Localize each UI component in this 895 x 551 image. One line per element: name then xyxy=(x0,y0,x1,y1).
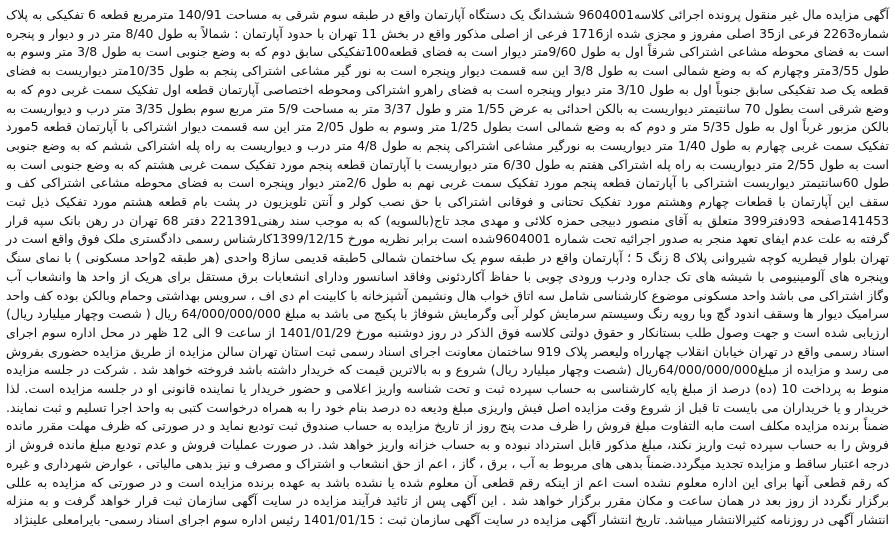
notice-body-text: آگهی مزایده مال غیر منقول پرونده اجرائی کلاسه9604001 ششدانگ یک دستگاه آپارتمان واقع در طبقه سوم شرقی به مساحت 140/91 مترمربع قطعه 6 تفکیکی به پلاک شماره2263 فرعی از35 اصلی مفروز و مجزی شده از1716 فرعی از اصلی مذکور واقع در بخش 11 تهران با حدود آپارتمان : شمالاً به طول 8/40 متر در و دیوار و پنجره است به فضای محوطه مشاعی اشتراکی شرقاً اول به طول 9/60متر دیوار است به فضای قطعه100تفکیکی سابق دوم که به وضع جنوبی است به طول 3/8 متر وسوم به طول 3/55متر وچهارم که به وضع شمالی است به طول 3/8 این سه قسمت دیوار وپنجره است به نور گیر مشاعی اشتراکی پنجم به طول 10/35متر دیواریست به فضای قطعه یک صد تفکیکی سابق جنوباً اول به طول 3/10 متر دیوار وپنجره است به فضای راهرو اشتراکی ومحوطه اختصاصی آپارتمان قطعه اول تفکیک سمت غربی دوم که به وضع شرقی است بطول 70 سانتیمتر دیواریست به بالکن احدائی به عرض 1/55 متر و طول 3/37 متر به مساحت 5/9 متر مربع سوم بطول 3/35 متر درب و دیواریست به بالکن مزبور غرباً اول به طول 5/35 متر و دوم که به وضع شمالی است بطول 1/25 متر وسوم به طول 2/05 متر این سه قسمت دیوار اشتراکی با آپارتمان قطعه 5مورد تفکیک سمت غربی چهارم به طول 1/40 متر دیواریست به نورگیر مشاعی اشتراکی پنجم به طول 4/8 متر درب و دیواریست به راه پله اشتراکی ششم که به وضع جنوبی است به طول 2/55 متر دیواریست به راه پله اشتراکی هفتم به طول 6/30 متر دیواریست با آپارتمان قطعه پنجم مورد تفکیک سمت غربی هشتم که به وضع جنوبی است به طول 60سانتیمتر دیواریست اشتراکی با آپارتمان قطعه پنجم مورد تفکیک سمت غربی نهم به طول 2/6متر دیوار وپنجره است به فضای محوطه مشاعی اشتراکی کف و سقف این آپارتمان با قطعات چهارم وهشتم مورد تفکیک تحتانی و فوقانی اشتراکی با حق نصب کولر و آنتن تلویزیون در پشت بام قطعه هشتم مورد تفکیک ذیل ثبت 141453صفحه 93دفتر399 متعلق به آقای منصور دبیجی حمزه کلائی و مهدی مجد تاج(بالسویه) که به موجب سند رهنی221391 دفتر 68 تهران در رهن بانک سپه قرار گرفته به علت عدم ایفای تعهد منجر به صدور اجرائیه تحت شماره 9604001شده است برابر نظریه مورخ 1399/12/15کارشناس رسمی دادگستری ملک فوق واقع است در تهران بلوار قیطریه کوچه شیروانی پلاک 8 زنگ 5 ؛ آپارتمان واقع در طبقه سوم یک ساختمان شمالی 5طبقه قدیمی ساز8 واحدی (هر طبقه 2واحد مسکونی ) با نمای سنگ وپنجره های آلومینیومی با شیشه های تک جداره ودرب ورودی چوبی با حفاظ آکاردئونی وفاقد اسانسور ودارای انشعابات برق مستقل برای هریک از واحد ها وانشعاب آب وگاز اشتراکی می باشد واحد مسکونی موضوع کارشناسی شامل سه اتاق خواب هال ونشیمن آشپزخانه با کابینت ام دی اف ، سرویس بهداشتی وحمام وبالکن بوده کف واحد سرامیک دیوار ها وسقف اندود گچ وبا رویه رنگ وسیستم سرمایش کولر آبی وگرمایش شوفاژ با پکیج می باشد به مبلغ 64/000/000/000 ریال ( شصت وچهار میلیارد ریال) ارزیابی شده است و جهت وصول طلب بستانکار و حقوق دولتی کلاسه فوق الذکر در روز دوشنبه مورخ 1401/01/29 از ساعت 9 الی 12 ظهر در محل اداره سوم اجرای اسناد رسمی واقع در تهران خیابان انقلاب چهارراه ولیعصر پلاک 919 ساختمان معاونت اجرای اسناد رسمی ثبت استان تهران سالن مزایده از طریق مزایده حضوری بفروش می رسد و مزایده از مبلغ64/000/000/000ریال (شصت وچهار میلیارد ریال) شروع و به بالاترین قیمت که خریدار داشته باشد فروخته خواهد شد . شرکت در جلسه مزایده منوط به پرداخت 10 (ده) درصد از مبلغ پایه کارشناسی به حساب سپرده ثبت و تحت شناسه واریز اعلامی و حضور خریدار یا نماینده قانونی او در جلسه مزایده است. لذا خریدار و یا خریداران می بایست تا قبل از شروع وقت مزایده اصل فیش واریزی مبلغ ودیعه ده درصد بنام خود را به همراه درخواست کتبی به واحد اجرا تسلیم و ثبت نمایند. ضمناً برنده مزایده مکلف است مابه التفاوت مبلغ فروش را ظرف مدت پنج روز از تاریخ مزایده به حساب صندوق ثبت تودیع نماید و در صورتی که ظرف مهلت مقرر مانده فروش را به حساب سپرده ثبت واریز نکند، مبلغ مذکور قابل استرداد نبوده و به حساب خزانه واریز خواهد شد. در صورت عملیات فروش و عدم تودیع مبلغ مانده فروش از درجه اعتبار ساقط و مزایده تجدید میگردد.ضمناً بدهی های مربوط به آب ، برق ، گاز ، اعم از حق انشعاب و اشتراک و مصرف و نیز بدهی مالیاتی ، عوارض شهرداری و غیره که رقم قطعی آنها برای این اداره معلوم نشده است اعم از اینکه رقم قطعی آن معلوم شده یا نشده باشد به عهده برنده مزایده است و در صورتی که مزایده به عللی برگزار نگردد از روز بعد در همان ساعت و مکان مقرر برگزار خواهد شد . این آگهی پس از تائید فرآیند مزایده در سایت آگهی سازمان ثبت قرار خواهد گرفت و به منزله انتشار آگهی در روزنامه کثیرالانتشار میباشد. تاریخ انتشار آگهی مزایده در سایت آگهی سازمان ثبت : 1401/01/15 رئیس اداره سوم اجرای اسناد رسمی- بایرامعلی علینژاد xyxy=(6,7,890,527)
